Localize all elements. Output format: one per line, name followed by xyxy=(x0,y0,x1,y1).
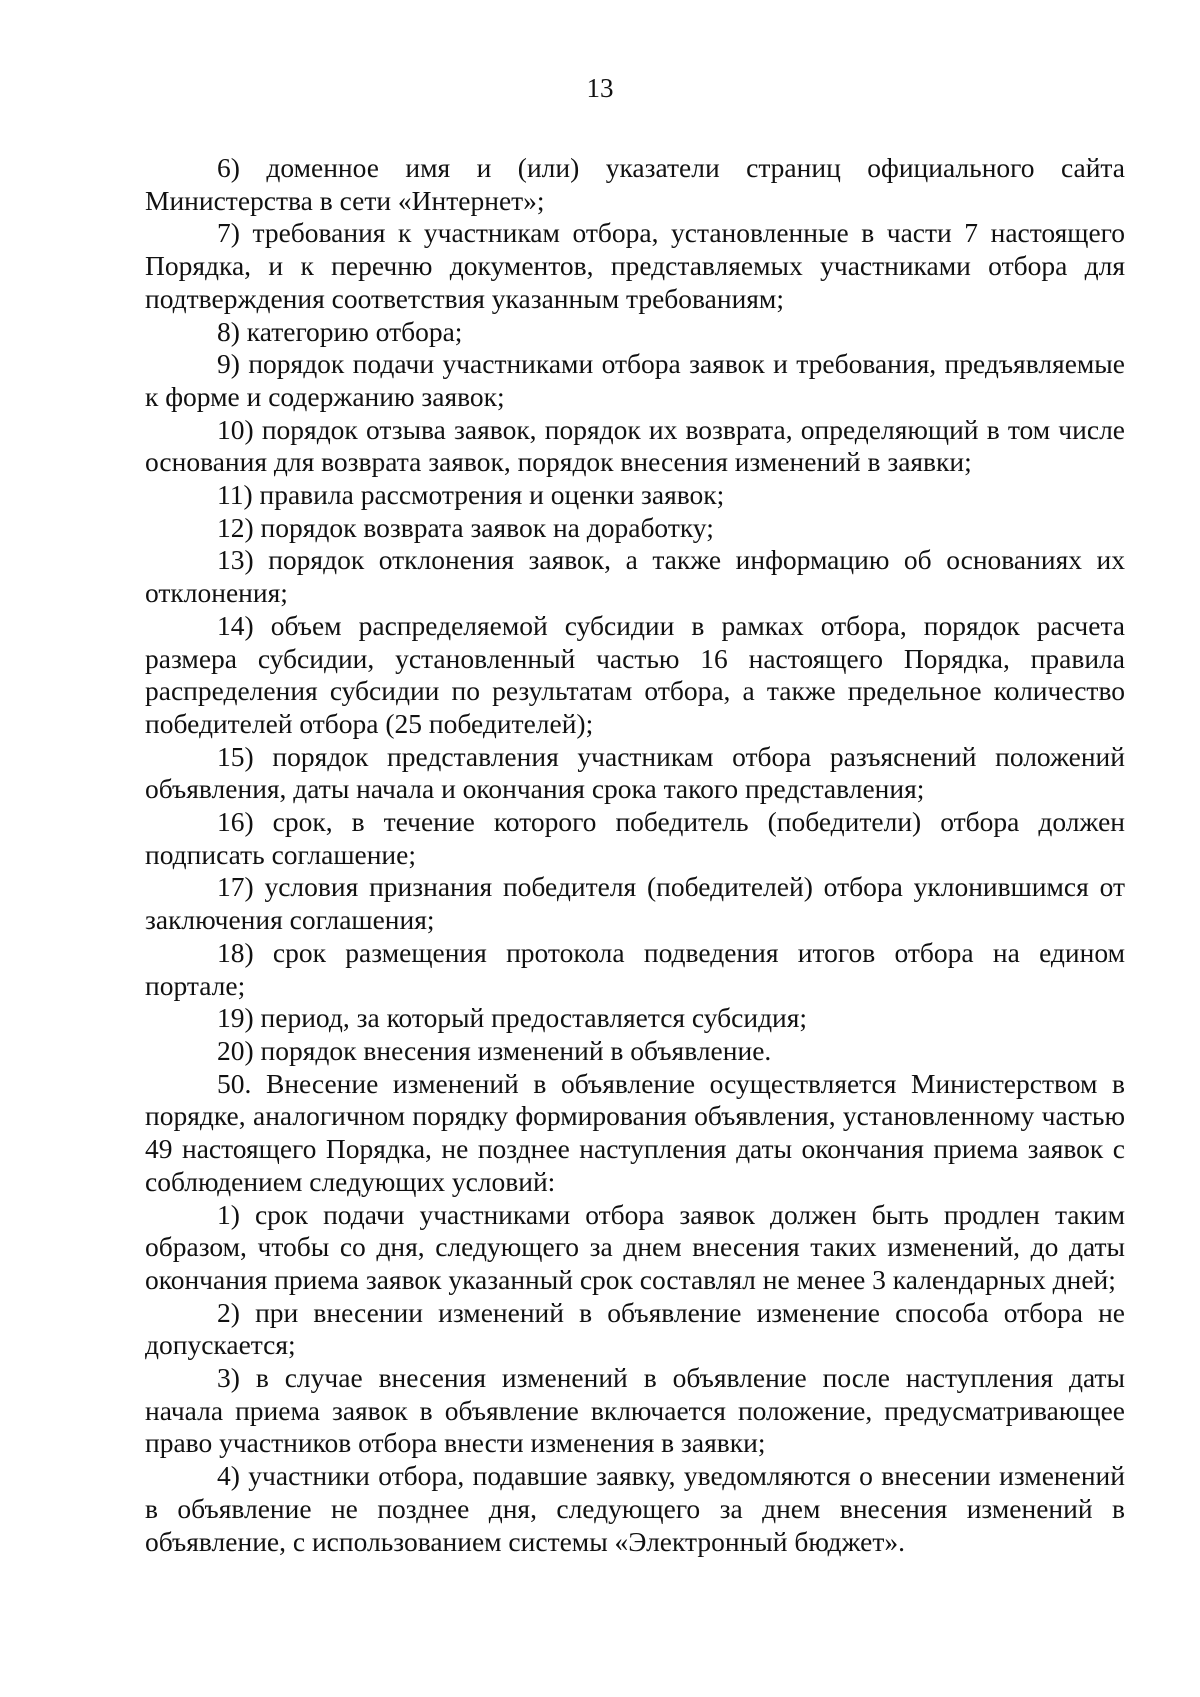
paragraph-item-10: 10) порядок отзыва заявок, порядок их возврата, определяющий в том числе основания для возврата заявок, порядок внесения изменений в заявки; xyxy=(145,413,1125,478)
paragraph-item-11: 11) правила рассмотрения и оценки заявок; xyxy=(217,479,725,511)
paragraph-condition-3: 3) в случае внесения изменений в объявление после наступления даты начала приема заявок в объявление включается положение, предусматривающее право участников отбора внести изменения в заявки; xyxy=(145,1362,1125,1459)
document-body xyxy=(145,152,1125,1558)
paragraph-item-19: 19) период, за который предоставляется субсидия; xyxy=(217,1002,808,1034)
paragraph-item-17: 17) условия признания победителя (победителей) отбора уклонившимся от заключения соглашения; xyxy=(145,871,1125,936)
paragraph-condition-1: 1) срок подачи участниками отбора заявок должен быть продлен таким образом, чтобы со дня, следующего за днем внесения таких изменений, до даты окончания приема заявок указанный срок составлял не менее 3 календарных дней; xyxy=(145,1198,1125,1295)
paragraph-item-7: 7) требования к участникам отбора, установленные в части 7 настоящего Порядка, и к перечню документов, представляемых участниками отбора для подтверждения соответствия указанным требованиям; xyxy=(145,217,1125,314)
paragraph-item-13: 13) порядок отклонения заявок, а также информацию об основаниях их отклонения; xyxy=(145,544,1125,609)
paragraph-item-20: 20) порядок внесения изменений в объявление. xyxy=(217,1034,772,1066)
paragraph-condition-4: 4) участники отбора, подавшие заявку, уведомляются о внесении изменений в объявление не позднее дня, следующего за днем внесения изменений в объявление, с использованием системы «Электронный бюджет». xyxy=(145,1460,1125,1557)
paragraph-clause-50: 50. Внесение изменений в объявление осуществляется Министерством в порядке, аналогичном порядку формирования объявления, установленному частью 49 настоящего Порядка, не позднее наступления даты окончания приема заявок с соблюдением следующих условий: xyxy=(145,1067,1125,1197)
paragraph-item-14: 14) объем распределяемой субсидии в рамках отбора, порядок расчета размера субсидии, установленный частью 16 настоящего Порядка, правила распределения субсидии по результатам отбора, а также предельное количество победителей отбора (25 победителей); xyxy=(145,609,1125,739)
paragraph-item-15: 15) порядок представления участникам отбора разъяснений положений объявления, даты начала и окончания срока такого представления; xyxy=(145,740,1125,805)
paragraph-item-12: 12) порядок возврата заявок на доработку; xyxy=(217,511,714,543)
paragraph-item-18: 18) срок размещения протокола подведения итогов отбора на едином портале; xyxy=(145,936,1125,1001)
paragraph-item-9: 9) порядок подачи участниками отбора заявок и требования, предъявляемые к форме и содержанию заявок; xyxy=(145,348,1125,412)
paragraph-item-8: 8) категорию отбора; xyxy=(217,315,463,347)
paragraph-item-16: 16) срок, в течение которого победитель (победители) отбора должен подписать соглашение; xyxy=(145,806,1125,870)
page-number: 13 xyxy=(586,73,614,103)
paragraph-condition-2: 2) при внесении изменений в объявление изменение способа отбора не допускается; xyxy=(145,1296,1125,1361)
paragraph-item-6: 6) доменное имя и (или) указатели страниц официального сайта Министерства в сети «Интернет»; xyxy=(145,152,1125,216)
